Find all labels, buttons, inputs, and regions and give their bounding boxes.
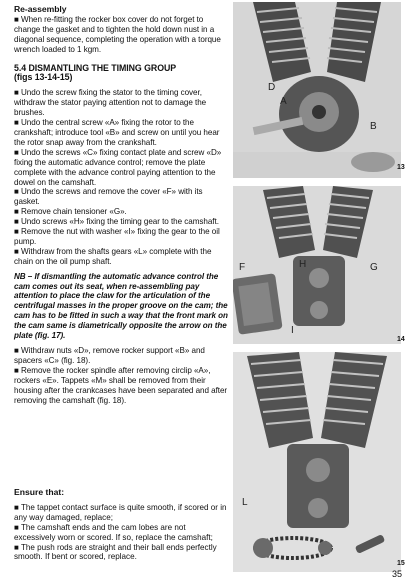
reassembly-heading: Re-assembly — [14, 4, 67, 14]
reassembly-text: When re-fitting the rocker box cover do not forget to change the gasket and to tighten the hold down nust in a diagonal sequence, completing the operation with a torque wrench loaded to 1 kgm. — [14, 14, 221, 54]
callout-h: H — [299, 259, 307, 270]
figure-number-15: 15 — [397, 560, 405, 567]
figure-13-photo — [233, 2, 401, 178]
bullet-icon: ■ — [14, 187, 19, 197]
callout-g: G — [370, 262, 378, 273]
bullet-icon: ■ — [14, 227, 19, 237]
ensure-text: The camshaft ends and the cam lobes are not excessively worn or scored. If so, replace the camshaft; — [14, 522, 213, 542]
bullet-icon: ■ — [14, 147, 19, 157]
step-text: Undo screws «H» fixing the timing gear to the camshaft. — [21, 217, 219, 227]
callout-a: A — [280, 96, 287, 107]
section-figs: (figs 13-14-15) — [14, 72, 73, 83]
bullet-icon: ■ — [14, 217, 19, 227]
step-item — [14, 88, 228, 118]
bullet-icon: ■ — [14, 542, 19, 552]
callout-l: L — [242, 497, 248, 508]
bullet-icon: ■ — [14, 246, 19, 256]
step-item — [14, 187, 228, 207]
step-text: Withdraw from the shafts gears «L» complete with the chain on the oil pump shaft. — [14, 246, 212, 266]
callout-f: F — [239, 262, 246, 273]
bullet-icon: ■ — [14, 207, 19, 217]
figure-number-14: 14 — [397, 336, 405, 343]
reassembly-paragraph — [14, 15, 228, 55]
ensure-block — [14, 488, 228, 562]
step-text: Undo the screws «C» fixing contact plate and screw «D» fixing the automatic advance control; remove the plate complete with the advance control paying attention to the dowel on the camshaft. — [14, 147, 222, 187]
callout-d: D — [268, 82, 276, 93]
step-item — [14, 217, 228, 227]
figure-number-13: 13 — [397, 164, 405, 171]
engine-photo-15 — [233, 352, 401, 572]
step-text: Remove chain tensioner «G». — [21, 207, 127, 217]
step-item — [14, 118, 228, 148]
figure-15-photo — [233, 352, 401, 572]
step-text: Undo the screw fixing the stator to the timing cover, withdraw the stator paying attention not to damage the brushes. — [14, 88, 207, 118]
engine-photo-13 — [233, 2, 401, 178]
bullet-icon: ■ — [14, 14, 19, 24]
bullet-icon: ■ — [14, 522, 19, 532]
step-text: Undo the central screw «A» fixing the rotor to the crankshaft; introduce tool «B» and screw on until you hear the rotor snap away from the crankshaft. — [14, 118, 220, 147]
step-item — [14, 247, 228, 267]
bullet-icon: ■ — [14, 365, 19, 375]
step-item — [14, 207, 228, 217]
step-item — [14, 346, 228, 366]
step-text: Remove the nut with washer «I» fixing the gear to the oil pump. — [14, 227, 220, 246]
callout-i: I — [291, 325, 294, 336]
page-number: 35 — [391, 569, 402, 579]
step-item — [14, 366, 228, 406]
step-text: Remove the rocker spindle after removing circlip «A», rockers «E». Tappets «M» shall be removed from their housing after the crankcases have been separated and after removing the camshaft (fig. 18). — [14, 365, 228, 405]
bullet-icon: ■ — [14, 346, 19, 355]
callout-b: B — [370, 121, 377, 132]
step-item — [14, 148, 228, 188]
section-title: 5.4 DISMANTLING THE TIMING GROUP — [14, 62, 177, 73]
ensure-heading: Ensure that: — [14, 487, 65, 497]
ensure-text: The tappet contact surface is quite smooth, if scored or in any way damaged, replace; — [14, 502, 227, 522]
step-text: Undo the screws and remove the cover «F» with its gasket. — [14, 187, 203, 207]
nb-note: NB – If dismantling the automatic advance control the cam comes out its seat, when re-assembling pay attention to place the claw for the articulation of the centrifugal masses in the proper groove on the cam; the cam has to be fitted in such a way that the front mark on the cam same is diametrically opposite the arrow on the plate (fig. 17). — [14, 271, 228, 341]
bullet-icon: ■ — [14, 118, 19, 128]
ensure-item — [14, 523, 228, 543]
bullet-icon: ■ — [14, 502, 19, 512]
left-text-column — [14, 5, 228, 405]
step-item — [14, 227, 228, 247]
step-text: Withdraw nuts «D», remove rocker support «B» and spacers «C» (fig. 18). — [14, 346, 205, 365]
ensure-item — [14, 503, 228, 523]
bullet-icon: ■ — [14, 88, 19, 98]
ensure-text: The push rods are straight and their ball ends perfectly smooth. If bent or scored, replace. — [14, 542, 217, 562]
ensure-item — [14, 543, 228, 563]
